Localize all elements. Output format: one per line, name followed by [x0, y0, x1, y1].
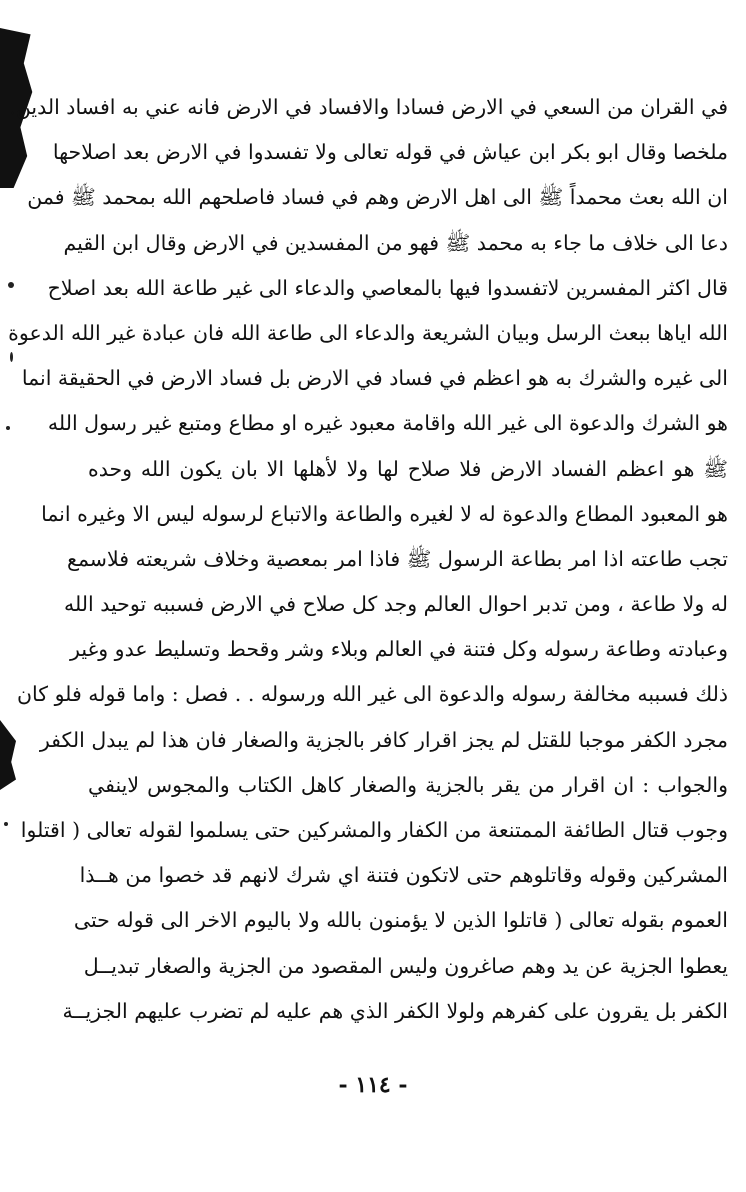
text-line: الله اياها ببعث الرسل وبيان الشريعة والدعاء الى طاعة الله فان عبادة غير الله الدعوة	[8, 320, 728, 345]
text-line: ﷺ هو اعظم الفساد الارض فلا صلاح لها ولا لأهلها الا بان يكون الله وحده	[88, 456, 728, 481]
text-line: وجوب قتال الطائفة الممتنعة من الكفار والمشركين حتى يسلموا لقوله تعالى ( اقتلوا	[20, 818, 728, 842]
text-line: ان الله بعث محمداً ﷺ الى اهل الارض وهم في فساد فاصلحهم الله بمحمد ﷺ فمن	[27, 185, 728, 210]
text-line: الكفر بل يقرون على كفرهم ولولا الكفر الذي هم عليه لم تضرب عليهم الجزيــة	[62, 998, 728, 1023]
text-line: يعطوا الجزية عن يد وهم صاغرون وليس المقصود من الجزية والصغار تبديــل	[83, 953, 728, 978]
text-line: المشركين وقوله وقاتلوهم حتى لاتكون فتنة اي شرك لانهم قد خصوا من هــذا	[79, 863, 728, 888]
text-line: قال اكثر المفسرين لاتفسدوا فيها بالمعاصي والدعاء الى غير طاعة الله بعد اصلاح	[47, 275, 728, 300]
text-line: الى غيره والشرك به هو اعظم في فساد في الارض بل فساد الارض في الحقيقة انما	[21, 366, 728, 391]
scan-speck	[8, 282, 14, 288]
text-line: هو الشرك والدعوة الى غير الله واقامة معبود غيره او مطاع ومتبع غير رسول الله	[47, 411, 728, 436]
text-line: تجب طاعته اذا امر بطاعة الرسول ﷺ فاذا امر بمعصية وخلاف شريعته فلاسمع	[67, 546, 728, 571]
text-line: والجواب : ان اقرار من يقر بالجزية والصغار كاهل الكتاب والمجوس لاينفي	[88, 772, 728, 797]
body-text	[8, 85, 728, 1034]
text-line: مجرد الكفر موجبا للقتل لم يجز اقرار كافر بالجزية والصغار فان هذا لم يبدل الكفر	[39, 727, 728, 752]
scan-speck	[4, 822, 8, 826]
scan-speck	[6, 426, 10, 430]
text-line: في القران من السعي في الارض فسادا والافساد في الارض فانه عني به افساد الدين.	[9, 95, 728, 119]
text-line: دعا الى خلاف ما جاء به محمد ﷺ فهو من المفسدين في الارض وقال ابن القيم	[63, 230, 728, 255]
scan-edge-shadow-lower	[0, 720, 16, 790]
text-line: وعبادته وطاعة رسوله وكل فتنة في العالم وبلاء وشر وقحط وتسليط عدو وغير	[70, 637, 728, 662]
page-number: - ١١٤ -	[338, 1072, 408, 1098]
text-line: العموم بقوله تعالى ( قاتلوا الذين لا يؤمنون بالله ولا باليوم الاخر الى قوله حتى	[73, 908, 728, 933]
text-line: هو المعبود المطاع والدعوة له لا لغيره والطاعة والاتباع لرسوله ليس الا وغيره انما	[41, 501, 728, 526]
text-line: ملخصا وقال ابو بكر ابن عياش في قوله تعالى ولا تفسدوا في الارض بعد اصلاحها	[52, 140, 728, 165]
text-line: ذلك فسببه مخالفة رسوله والدعوة الى غير الله ورسوله . . فصل : واما قوله فلو كان	[17, 682, 728, 707]
text-line: له ولا طاعة ، ومن تدبر احوال العالم وجد كل صلاح في الارض فسببه توحيد الله	[64, 592, 728, 617]
